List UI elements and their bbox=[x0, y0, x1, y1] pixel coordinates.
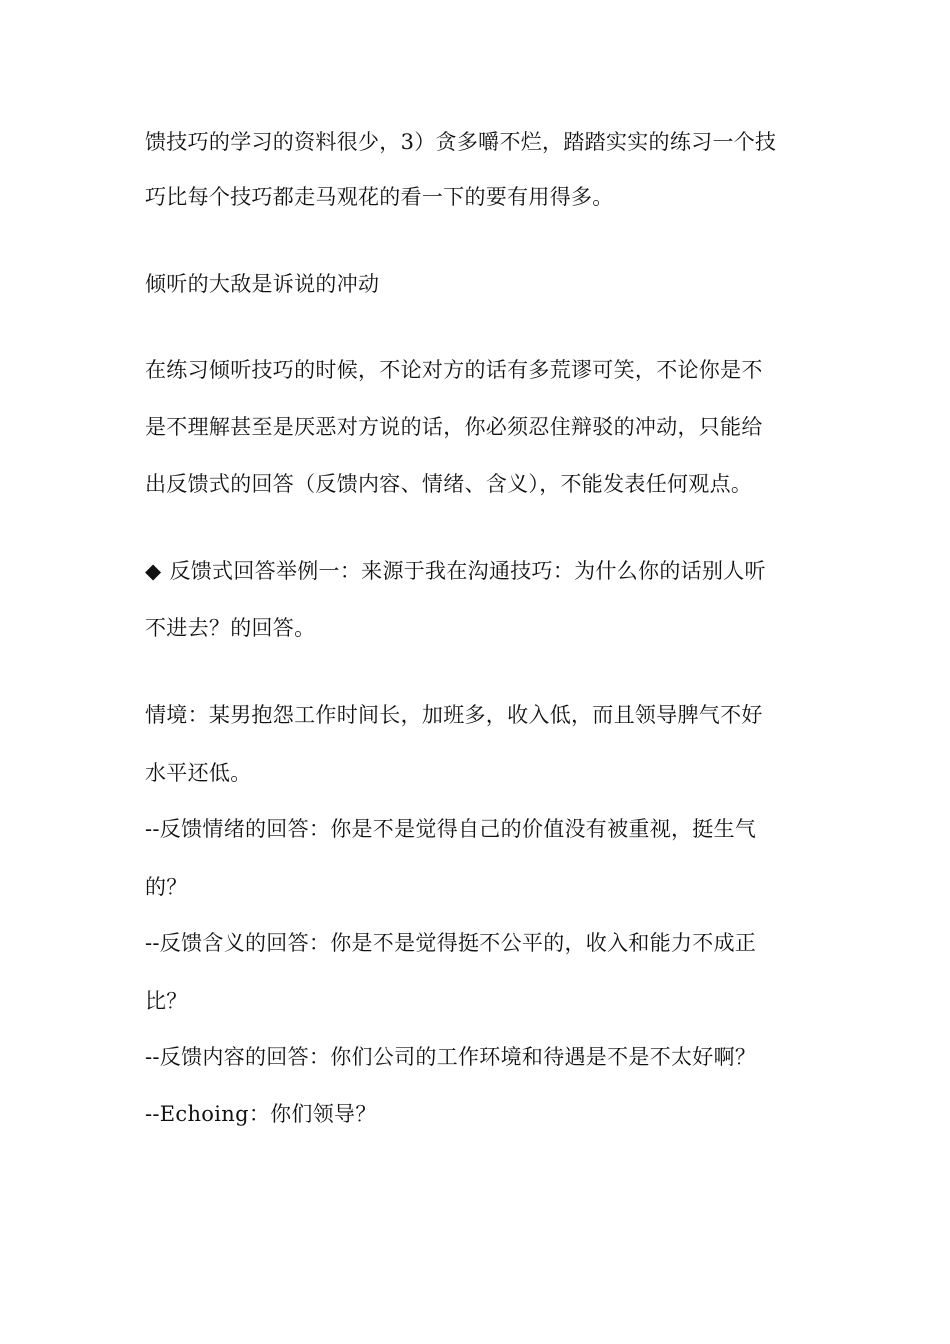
text-line: 出反馈式的回答（反馈内容、情绪、含义），不能发表任何观点。 bbox=[145, 472, 753, 496]
text-line: 情境：某男抱怨工作时间长，加班多，收入低，而且领导脾气不好 bbox=[145, 703, 763, 727]
text-line: 的？ bbox=[145, 875, 188, 899]
bullet-item bbox=[145, 557, 766, 585]
text-line: 馈技巧的学习的资料很少，3）贪多嚼不烂，踏踏实实的练习一个技 bbox=[145, 130, 777, 154]
text-line: 在练习倾听技巧的时候，不论对方的话有多荒谬可笑，不论你是不 bbox=[145, 358, 763, 382]
text-line: 不进去？的回答。 bbox=[145, 616, 316, 640]
text-line: --Echoing：你们领导？ bbox=[145, 1102, 377, 1126]
text-line: --反馈内容的回答：你们公司的工作环境和待遇是不是不太好啊？ bbox=[145, 1045, 757, 1069]
text-line: 巧比每个技巧都走马观花的看一下的要有用得多。 bbox=[145, 185, 614, 209]
text-line: 水平还低。 bbox=[145, 761, 252, 785]
text-line: 是不理解甚至是厌恶对方说的话，你必须忍住辩驳的冲动，只能给 bbox=[145, 415, 763, 439]
text-line: --反馈含义的回答：你是不是觉得挺不公平的，收入和能力不成正 bbox=[145, 931, 757, 955]
text-line: --反馈情绪的回答：你是不是觉得自己的价值没有被重视，挺生气 bbox=[145, 817, 757, 841]
bullet-text: 反馈式回答举例一：来源于我在沟通技巧：为什么你的话别人听 bbox=[169, 559, 766, 583]
text-line: 比？ bbox=[145, 989, 188, 1013]
section-heading: 倾听的大敌是诉说的冲动 bbox=[145, 272, 380, 296]
diamond-bullet-icon: ◆ bbox=[145, 559, 162, 583]
